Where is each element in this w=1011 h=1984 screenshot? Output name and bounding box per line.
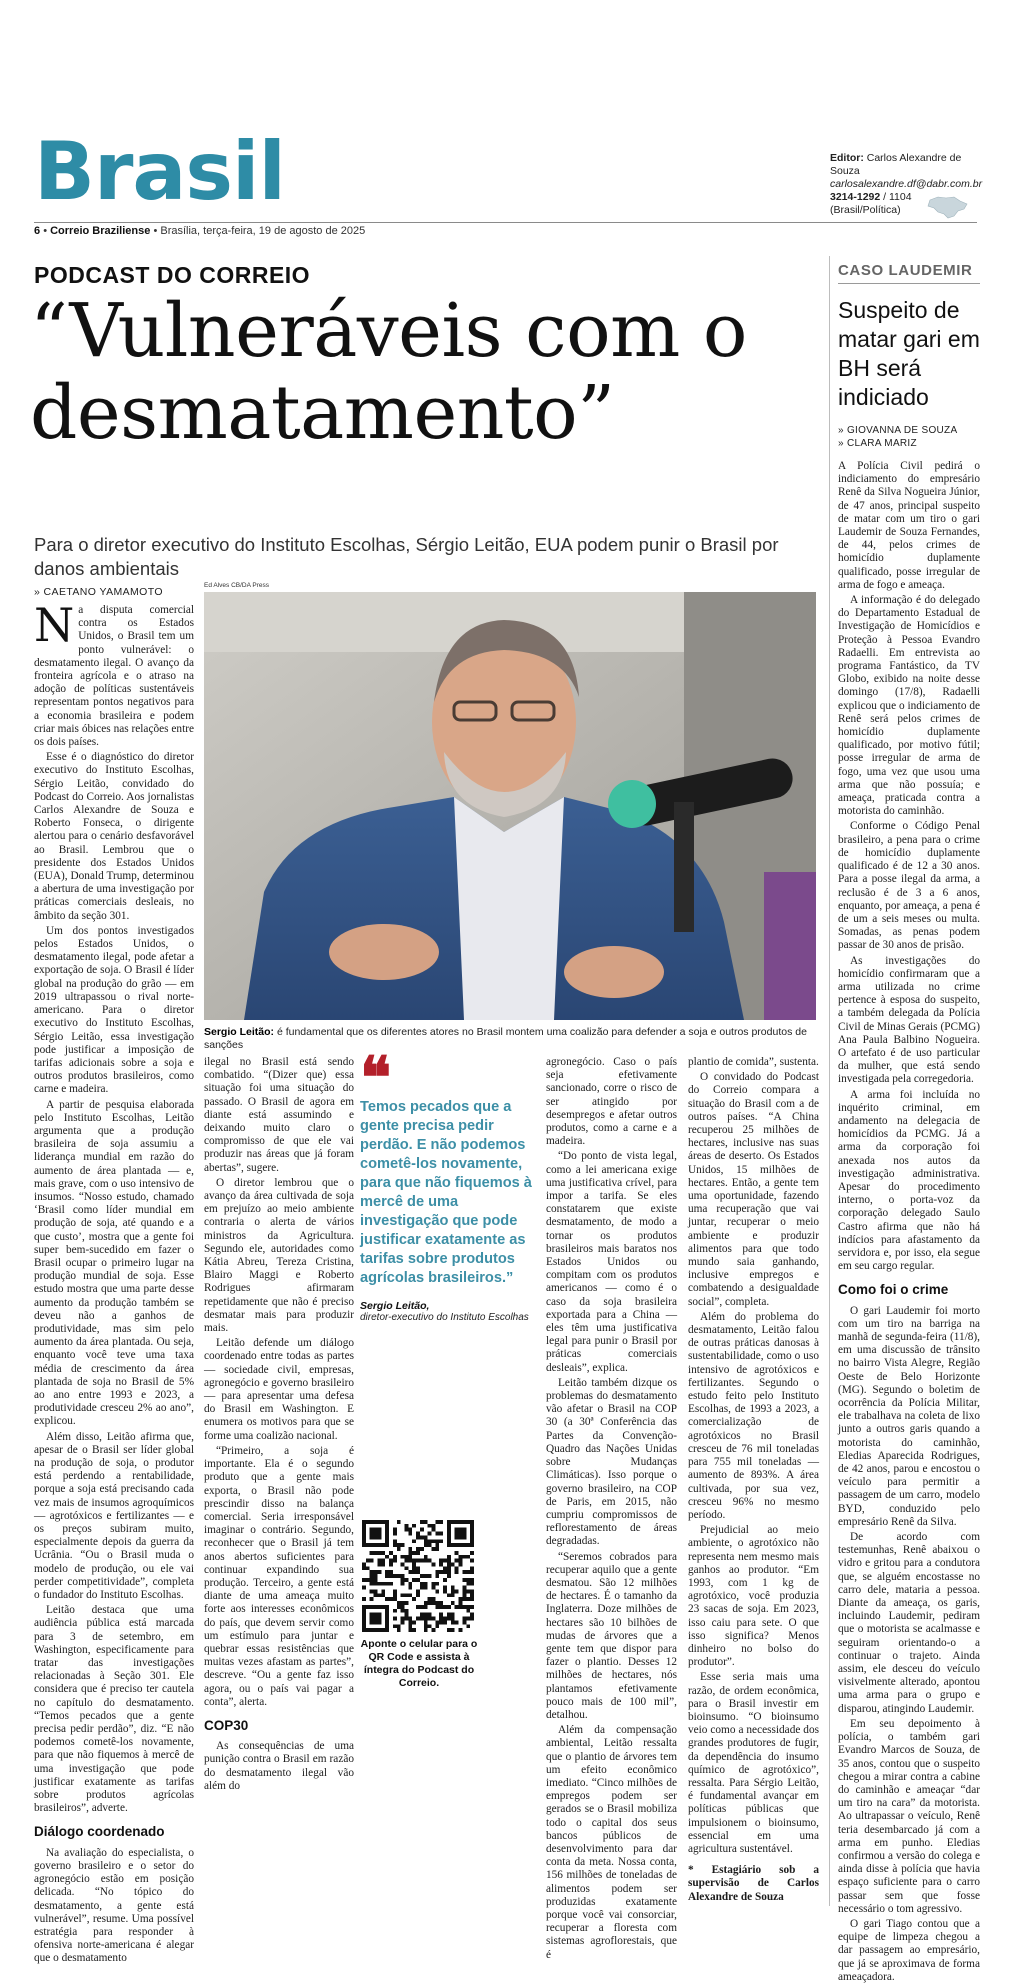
- paragraph: Na avaliação do especialista, o governo brasileiro e o setor do agronegócio estão em posição delicada. “No tópico do desmatamento, a gente está vulnerável”, resume. Uma possível estratégia para responder à ofensiva norte-americana é alegar que o desmatamento: [34, 1846, 194, 1965]
- page-number: 6: [34, 225, 41, 237]
- paragraph: As investigações do homicídio confirmaram que a arma utilizada no crime pertence à esposa do suspeito, a também delegada da Polícia Civil de Minas Gerais (PCMG) Ana Paula Balbino Nogueira. O artefato é de uso particular da mulher, que está sendo investigada pela corregedoria.: [838, 954, 980, 1086]
- paragraph: Além disso, Leitão afirma que, apesar de o Brasil ser líder global na produção de soja, o produtor está perdendo a rentabilidade, porque a soja está precisando cada vez mais de insumos agroquímicos — agrotóxicos e fertilizantes — e os preços subiram muito, especialmente depois da guerra da Ucrânia. “Ou o Brasil muda o modelo de produção, ou ele vai perder competitividade”, completa o fundador do Instituto Escolhas.: [34, 1430, 194, 1602]
- section-title: [34, 125, 285, 218]
- footnote-prefix: *: [688, 1864, 694, 1877]
- drop-cap: N: [34, 598, 75, 652]
- paragraph: Leitão destaca que uma audiência pública está marcada para 3 de setembro, em Washington, especificamente para tratar das investigações relacionadas à Seção 301. Ele considera que é preciso ter cautela no capítulo do desmatamento. “Temos pecados que a gente precisa pedir perdão”, diz. “E não podemos cometê-los novamente, para que não fiquemos à mercê de uma investigação que pode justificar exatamente as tarifas sobre produtos agrícolas brasileiros”, adverte.: [34, 1604, 194, 1815]
- paragraph: A informação é do delegado do Departamento Estadual de Investigação de Homicídios e Proteção à Pessoa Evandro Radaelli. Em entrevista ao programa Fantástico, da TV Globo, exibido na noite desse domingo (17/8), Radaelli explicou que o indiciamento de Renê será pelos crimes de homicídio duplamente qualificado, por motivo fútil; posse irregular de arma de fogo, uma vez que usou uma arma que não possuía; e ameaça, praticada contra a motorista do caminhão.: [838, 594, 980, 818]
- sidebar-kicker: CASO LAUDEMIR: [838, 262, 973, 279]
- paragraph: Em seu depoimento à polícia, o também gari Evandro Marcos de Souza, de 35 anos, contou que o suspeito chegou a mirar contra a cabine do caminhão e ameaçar “dar um tiro na cara” da motorista. Ao ultrapassar o veículo, Renê teria desembarcado já com a arma em punho. Eledias confirmou a versão do colega e ainda disse à polícia que havia espaço suficiente para o carro passar sem que fosse necessário o tom agressivo.: [838, 1717, 980, 1915]
- photo-caption: [204, 1026, 820, 1052]
- folio: [34, 225, 365, 237]
- quote-mark-icon: ❝: [360, 1044, 392, 1112]
- folio-sep2: •: [153, 225, 161, 237]
- subhead-dialogo: Diálogo coordenado: [34, 1824, 165, 1840]
- paragraph: Um dos pontos investigados pelos Estados Unidos, o desmatamento ilegal, pode afetar a exportação de soja. O Brasil é líder global na produção do grão — em 2019 ultrapassou o rival norte-americano. Para o diretor executivo do Instituto Escolhas, Sérgio Leitão, essa investigação pode justificar a imposição de tarifas adicionais sobre a soja e outros produtos brasileiros, como carne e madeira.: [34, 924, 194, 1096]
- footnote-text: Estagiário sob a supervisão de Carlos Alexandre de Souza: [688, 1864, 820, 1903]
- subhead-cop30: COP30: [204, 1717, 249, 1733]
- qr-instructions: Aponte o celular para o QR Code e assista à íntegra do Podcast do Correio.: [360, 1638, 478, 1689]
- footnote: [688, 1864, 819, 1904]
- paragraph: agronegócio. Caso o país seja efetivamente sancionado, corre o risco de ser atingido por desempregos e afetar outros produtos, como a carne e a madeira.: [546, 1056, 677, 1148]
- paragraph: “Seremos cobrados para recuperar aquilo que a gente desmatou. São 12 milhões de hectares. É o tamanho da Inglaterra. Doze milhões de hectares são 10 bilhões de mudas de árvores que a gente tem que dispor para fazer o plantio. Desses 12 milhões de hectares, nós plantamos efetivamente pouco mais de 100 mil”, detalhou.: [546, 1550, 677, 1721]
- sidebar-bylines: [838, 424, 957, 450]
- sidebar-subhead: Como foi o crime: [838, 1282, 949, 1298]
- paragraph: Conforme o Código Penal brasileiro, a pena para o crime de homicídio duplamente qualificado é de 12 a 30 anos. Para a posse ilegal da arma, a reclusão é de 3 a 6 anos, enquanto, por ameaça, a pena é de um a seis meses ou multa. Somadas, as penas podem passar de 30 anos de prisão.: [838, 820, 980, 952]
- paragraph: Esse é o diagnóstico do diretor executivo do Instituto Escolhas, Sérgio Leitão, convidado do Podcast do Correio. Aos jornalistas Carlos Alexandre de Souza e Roberto Fonseca, o dirigente alertou para o cenário desfavorável ao Brasil. Lembrou que o presidente dos Estados Unidos (EUA), Donald Trump, determinou a abertura de uma investigação por práticas comerciais desleais, no âmbito da seção 301.: [34, 751, 194, 922]
- paragraph: A partir de pesquisa elaborada pelo Instituto Escolhas, Leitão argumenta que a produção brasileira de soja assumiu a liderança mundial em razão do aumento de área plantada — e, mais grave, com o uso intensivo de insumos. “Nosso estudo, chamado ‘Brasil como líder mundial em produção de soja, até quando e a que custo’, mostra que a gente foi super bem-sucedido em fazer o Brasil ocupar o primeiro lugar na produção mundial de soja. Esse estudo mostra que uma parte desse aumento da produção também se deveu não a ganhos de produtividade, mas sim pelo aumento da área plantada. Ou seja, enquanto você teve uma taxa média de crescimento da área plantada de soja no Brasil de 5% ao ano entre 1993 e 2023, a produtividade cresceu 2% ao ano”, explicou.: [34, 1098, 194, 1428]
- pullquote-author: Sergio Leitão,: [360, 1300, 430, 1312]
- sidebar-divider: [829, 256, 830, 1906]
- sidebar-column: [838, 460, 980, 1983]
- pullquote-role: diretor-executivo do Instituto Escolhas: [360, 1312, 529, 1323]
- editor-line: [830, 152, 980, 178]
- caption-speaker: Sergio Leitão:: [204, 1026, 275, 1038]
- paragraph: Leitão também dizque os problemas do desmatamento vão afetar o Brasil na COP 30 (a 30ª Conferência das Partes da Convenção-Quadro das Nações Unidas sobre Mudanças Climáticas). Isso porque o governo brasileiro, na COP de Paris, em 2015, não cumpriu compromissos de reflorestamento de áreas degradadas.: [546, 1376, 677, 1548]
- paragraph: As consequências de uma punição contra o Brasil em razão do desmatamento ilegal vão além do: [204, 1740, 354, 1792]
- sidebar-byline-1: » GIOVANNA DE SOUZA: [838, 425, 958, 436]
- paragraph: plantio de comida”, sustenta.: [688, 1056, 819, 1068]
- paragraph: Esse seria mais uma razão, de ordem econômica, para o Brasil investir em bioinsumo. “O bioinsumo veio como a necessidade dos grandes produtores de fugir, da dependência do insumo químico de agrotóxico”, ressalta. Para Sérgio Leitão, é fundamental avançar em políticas públicas que impulsionem o bioinsumo, essencial em uma agricultura sustentável.: [688, 1671, 819, 1855]
- pullquote-text: Temos pecados que a gente precisa pedir perdão. E não podemos cometê-los novamente, para que não fiquemos à mercê de uma investigação que pode justificar exatamente as tarifas sobre produtos agrícolas brasileiros.”: [360, 1099, 532, 1286]
- paragraph: O gari Laudemir foi morto com um tiro na barriga na manhã de segunda-feira (11/8), em uma discussão de trânsito no bairro Vista Alegre, Região Oeste de Belo Horizonte (MG). Segundo o boletim de ocorrência da Polícia Militar, ele trabalhava na coleta de lixo junto a outros garis quando a motorista do caminhão, Eledias Aparecida Rodrigues, de 42 anos, parou e encostou o veículo para permitir a passagem de um carro, modelo BYD, conduzido pelo empresário Renê da Silva.: [838, 1304, 980, 1528]
- paragraph: O convidado do Podcast do Correio compara a situação do Brasil com a de outros países. “A China recuperou 25 milhões de hectares, inclusive nas suas áreas de deserto. Os Estados Unidos, 15 milhões de hectares. Então, a gente tem uma oportunidade, fazendo uma recuperação que vai juntar, recuperar o meio ambiente e produzir alimentos para que todo mundo saia ganhando, inclusive empregos e combatendo a desigualdade social”, completa.: [688, 1071, 819, 1308]
- sidebar-byline-2: » CLARA MARIZ: [838, 438, 917, 449]
- lead-text: a disputa comercial contra os Estados Unidos, o Brasil tem um ponto vulnerável: o desmatamento ilegal. O avanço da fronteira agrícola e o atraso na adoção de políticas sustentáveis representam pontos negativos para a economia brasileira e podem criar mais óbices nas relações entre os dois países.: [34, 604, 194, 749]
- editor-name: Carlos Alexandre de Souza: [830, 152, 962, 177]
- editor-phone-rest: / 1104 (Brasil/Política): [830, 191, 912, 216]
- article-column-1: [34, 598, 194, 1965]
- article-deck: Para o diretor executivo do Instituto Escolhas, Sérgio Leitão, EUA podem punir o Brasil por danos ambientais: [34, 534, 779, 579]
- editor-label: Editor:: [830, 152, 864, 164]
- article-photo: [204, 592, 816, 1020]
- sidebar-title: Suspeito de matar gari em BH será indiciado: [838, 297, 980, 410]
- paragraph: Além da compensação ambiental, Leitão ressalta que o plantio de árvores tem um efeito econômico imediato. “Cinco milhões de empregos podem ser gerados se o Brasil mobiliza todo o capital dos seus bancos públicos de desenvolvimento para dar conta da meta. Nossa conta, 156 milhões de toneladas de alimentos podem ser produzidas exatamente porque você vai consorciar, recuperar a floresta com sistemas agroflorestais, que é: [546, 1724, 677, 1961]
- editor-email[interactable]: carlosalexandre.df@dabr.com.br: [830, 178, 983, 190]
- paragraph: O diretor lembrou que o avanço da área cultivada de soja em prejuízo ao meio ambiente contraria o alerta de vários ministros da Agricultura. Segundo ele, autoridades como Kátia Abreu, Tereza Cristina, Blairo Maggi e Roberto Rodrigues afirmaram repetidamente que não é preciso desmatar mais para produzir mais.: [204, 1176, 354, 1335]
- paragraph: O gari Tiago contou que a equipe de limpeza chegou a dar passagem ao empresário, que já se aproximava de forma ameaçadora.: [838, 1917, 980, 1983]
- newspaper-name: Correio Braziliense: [50, 225, 151, 237]
- paragraph: Além do problema do desmatamento, Leitão falou de outras práticas danosas à sustentabilidade, como o uso intensivo de agrotóxicos e fertilizantes. Segundo o estudo feito pelo Instituto Escolhas, de 1993 a 2023, a comercialização de agrotóxicos no Brasil cresceu de 76 mil toneladas para 755 mil toneladas — aumento de 893%. A área cultivada, por sua vez, cresceu 96% no mesmo período.: [688, 1310, 819, 1521]
- photo-credit: Ed Alves CB/DA Press: [204, 582, 270, 589]
- folio-sep1: •: [43, 225, 51, 237]
- section-title-text: Brasil: [34, 125, 285, 218]
- lead-paragraph: [34, 598, 194, 749]
- paragraph: “Primeiro, a soja é importante. Ela é o segundo produto que a gente mais exporta, o Brasil não pode prescindir disso na balança comercial. Seria irresponsável imaginar o contrário. Segundo, reconhecer que o Brasil já tem anos abertos suficientes para continuar expandindo sua produção. Terceiro, a gente está diante de uma ameaça muito forte aos interesses econômicos do país, que devem servir como um estímulo para juntar e quebrar essas resistências que muitas vezes afastam as partes”, descreve. “Ou a gente faz isso agora, ou o país vai pagar a conta”, alerta.: [204, 1444, 354, 1708]
- paragraph: De acordo com testemunhas, Renê abaixou o vidro e gritou para a condutora que, se alguém encostasse no carro dele, mataria a pessoa. Diante da ameaça, os garis, incluindo Laudemir, pediram que o motorista se acalmasse e seguiram orientando-o a continuar o trajeto. Ainda assim, ele desceu do veículo visivelmente alterado, apontou uma arma para o grupo e disparou, atingindo Laudemir.: [838, 1531, 980, 1715]
- sidebar-kicker-rule: [838, 283, 980, 284]
- paragraph: Leitão defende um diálogo coordenado entre todas as partes — sociedade civil, empresas, agronegócio e governo brasileiro — para apresentar uma defesa do Brasil em Washington. E enumera os motivos para que se forme uma coalizão nacional.: [204, 1337, 354, 1442]
- photo-illustration: [204, 592, 816, 1020]
- dateline: Brasília, terça-feira, 19 de agosto de 2025: [160, 225, 366, 237]
- brazil-map-icon: [924, 194, 970, 220]
- article-headline: “Vulneráveis com o desmatamento”: [30, 288, 747, 456]
- pullquote: [360, 1044, 538, 1324]
- article-column-4: [546, 1056, 677, 1961]
- paragraph: “Do ponto de vista legal, como a lei americana exige uma justificativa crível, para impor a tarifa. Se eles constatarem que existe desmatamento, de modo a tornar os produtos brasileiros mais baratos nos Estados Unidos ou compitam com os produtos americanos — como é o caso da soja brasileira exportada para a China — eles têm uma justificativa legal para punir o Brasil por práticas comerciais desleais”, explica.: [546, 1150, 677, 1374]
- paragraph: A arma foi incluída no inquérito criminal, em andamento na delegacia de homicídios da PCMG. Já a arma da corporação foi anexada nos autos da investigação administrativa. Apesar do procedimento interno, o porta-voz da corporação delegado Saulo Castro afirma que não há indícios para afastamento da servidora e, por isso, ela segue em seu cargo regular.: [838, 1088, 980, 1273]
- paragraph: A Polícia Civil pedirá o indiciamento do empresário Renê da Silva Nogueira Júnior, de 47 anos, principal suspeito de matar com um tiro o gari Laudemir de Souza Fernandes, de 44, pelos crimes de homicídio duplamente qualificado, posse irregular de arma de fogo e ameaça.: [838, 460, 980, 591]
- paragraph: Prejudicial ao meio ambiente, o agrotóxico não representa nem mesmo mais ganhos ao produtor. “Em 1993, com 1 kg de agrotóxico, você produzia 23 sacas de soja. Em 2023, isso caiu para sete. O que isso significa? Menos dinheiro no bolso do produtor”.: [688, 1524, 819, 1669]
- article-column-5: [688, 1056, 819, 1904]
- editor-phone: 3214-1292: [830, 191, 881, 203]
- header-rule: [34, 222, 977, 223]
- article-kicker: PODCAST DO CORREIO: [34, 262, 311, 288]
- paragraph: ilegal no Brasil está sendo combatido. “(Dizer que) essa situação foi uma situação do passado. O Brasil de agora em diante está assumindo e deixando muito claro o compromisso de que ele vai produzir nas áreas que já foram abertas”, sugere.: [204, 1056, 354, 1174]
- qr-code-icon[interactable]: [362, 1520, 474, 1632]
- article-byline: » CAETANO YAMAMOTO: [34, 586, 163, 598]
- caption-text: é fundamental que os diferentes atores no Brasil montem uma coalizão para defender a soja e outros produtos de sanções: [204, 1026, 807, 1051]
- article-column-2: [204, 1056, 354, 1904]
